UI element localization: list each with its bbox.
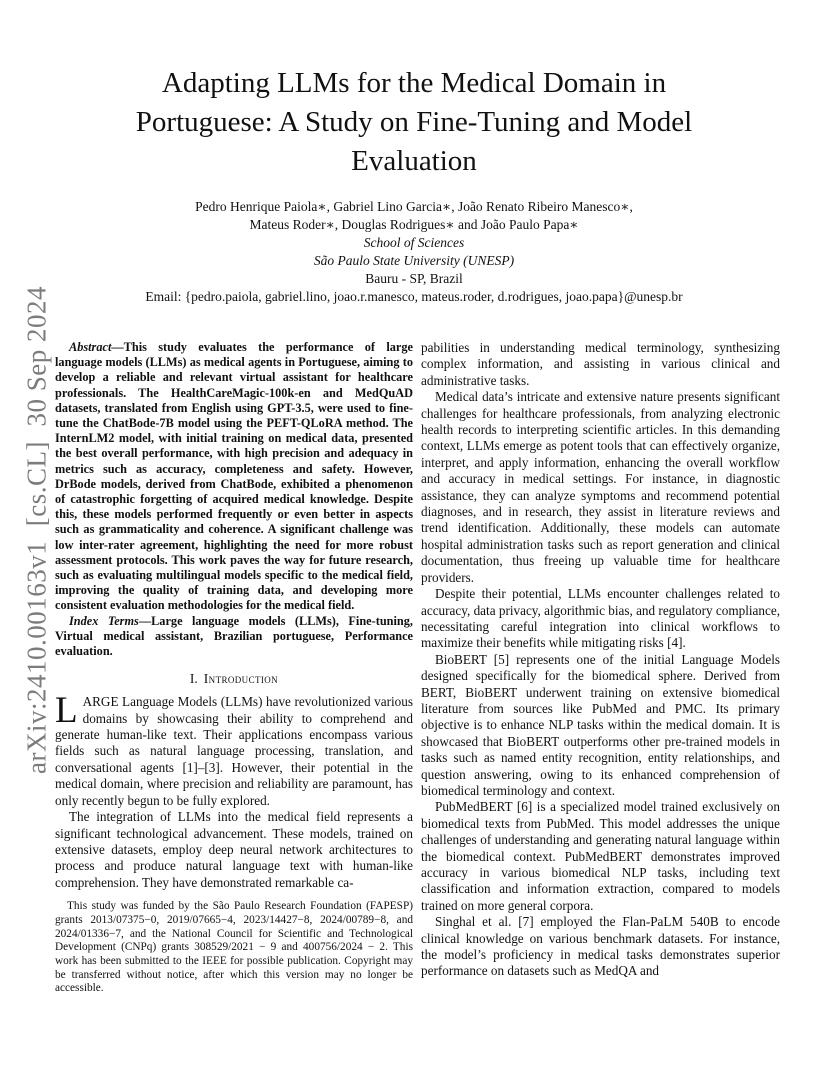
left-column [55,340,413,996]
funding-footnote: This study was funded by the São Paulo Research Foundation (FAPESP) grants 2013/07375−0, 2019/07665−4, 2023/14427−8, 2024/00789−8, and 2024/01336−7, and the National Council for Scientific and Technological Development (CNPq) grants 308529/2021 − 9 and 400756/2024 − 2. This work has been submitted to the IEEE for possible publication. Copyright may be transferred without notice, after which this version may no longer be accessible. [55,900,413,995]
author-line-2: Mateus Roder∗, Douglas Rodrigues∗ and João Paulo Papa∗ [249,217,579,232]
index-terms-body: —Large language models (LLMs), Fine-tuning, Virtual medical assistant, Brazilian portuguese, Performance evaluation. [55,613,413,659]
abstract-body: —This study evaluates the performance of large language models (LLMs) as medical agents in Portuguese, aiming to develop a reliable and relevant virtual assistant for healthcare professionals. The HealthCareMagic-100k-en and MedQuAD datasets, translated from English using GPT-3.5, were used to fine-tune the ChatBode-7B model using the PEFT-QLoRA method. The InternLM2 model, with initial training on medical data, presented the best overall performance, with high precision and adequacy in metrics such as accuracy, completeness and safety. However, DrBode models, derived from ChatBode, exhibited a phenomenon of catastrophic forgetting of acquired medical knowledge. Despite this, these models performed frequently or even better in aspects such as grammaticality and coherence. A significant challenge was low inter-rater agreement, highlighting the need for more robust assessment protocols. This work paves the way for future research, such as evaluating multilingual models specific to the medical field, improving the quality of training data, and developing more consistent evaluation methodologies for the medical field. [55,340,413,613]
right-paragraph-4: BioBERT [5] represents one of the initial Language Models designed specifically for the biomedical sphere. Derived from BERT, BioBERT underwent training on extensive biomedical literature from sources like PubMed and PMC. Its primary objective is to enhance NLP tasks within the medical domain. It is showcased that BioBERT outperforms other pre-trained models in tasks such as named entity recognition, entity relationships, and question answering, owing to its enhanced comprehension of biomedical terminology and context. [421,651,780,798]
affiliation-school: School of Sciences [363,235,465,250]
right-paragraph-2: Medical data’s intricate and extensive nature presents significant challenges for healthcare professionals, from analyzing electronic health records to interpreting scientific articles. In this demanding context, LLMs emerge as potent tools that can effectively organize, interpret, and apply information, enhancing the overall workflow and accuracy in medical settings. For instance, in diagnostic assistance, they can analyze symptoms and recommend potential diagnoses, and in research, they assist in literature reviews and trend identification. Additionally, these models can automate hospital administration tasks such as report generation and clinical documentation, thus freeing up valuable time for healthcare providers. [421,389,780,585]
abstract-lead: Abstract [69,340,112,354]
right-paragraph-1: pabilities in understanding medical terminology, synthesizing complex information, and assisting in various clinical and administrative tasks. [421,340,780,388]
arxiv-watermark: arXiv:2410.00163v1 [cs.CL] 30 Sep 2024 [21,286,52,774]
intro-paragraph-1-text: ARGE Language Models (LLMs) have revolutionized various domains by showcasing their ability to comprehend and generate human-like text. Their applications encompass various fields such as natural language processing, translation, and conversational agents [1]–[3]. However, their potential in the medical domain, where precision and reliability are paramount, has only recently begun to be fully explored. [55,694,413,808]
author-line-1: Pedro Henrique Paiola∗, Gabriel Lino Garcia∗, João Renato Ribeiro Manesco∗, [195,199,633,214]
right-paragraph-6: Singhal et al. [7] employed the Flan-PaLM 540B to encode clinical knowledge on various benchmark datasets. For instance, the model’s proficiency in medical tasks demonstrates superior performance on datasets such as MedQA and [421,914,780,979]
right-column [421,340,780,980]
section-title: Introduction [203,671,279,687]
section-number: I. [189,671,198,687]
intro-paragraph-1 [55,690,413,809]
intro-paragraph-2: The integration of LLMs into the medical field represents a significant technological advancement. These models, trained on extensive datasets, employ deep neural network architectures to process and produce natural language text with human-like comprehension. They have demonstrated remarkable ca- [55,809,413,890]
index-terms-paragraph [55,614,413,660]
affiliation-location: Bauru - SP, Brazil [365,271,463,286]
abstract-paragraph [55,340,413,614]
index-terms-lead: Index Terms [69,613,139,628]
affiliation-university: São Paulo State University (UNESP) [313,253,515,268]
section-heading-introduction [55,671,413,687]
paper-title: Adapting LLMs for the Medical Domain in Portuguese: A Study on Fine-Tuning and Model Evaluation [135,67,693,177]
drop-cap: L [55,690,78,732]
right-paragraph-3: Despite their potential, LLMs encounter challenges related to accuracy, data privacy, algorithmic bias, and regulatory compliance, necessitating careful integration into clinical workflows to maximize their benefits while mitigating risks [4]. [421,586,780,651]
authors-block [94,198,734,306]
right-paragraph-5: PubMedBERT [6] is a specialized model trained exclusively on biomedical texts from PubMed. This model addresses the unique challenges of understanding and generating natural language within the biomedical context. PubMedBERT demonstrates improved accuracy in various biomedical NLP tasks, including text classification and information extraction, compared to models trained on more general corpora. [421,799,780,913]
email-line: Email: {pedro.paiola, gabriel.lino, joao.r.manesco, mateus.roder, d.rodrigues, joao.papa}@unesp.br [145,289,683,304]
